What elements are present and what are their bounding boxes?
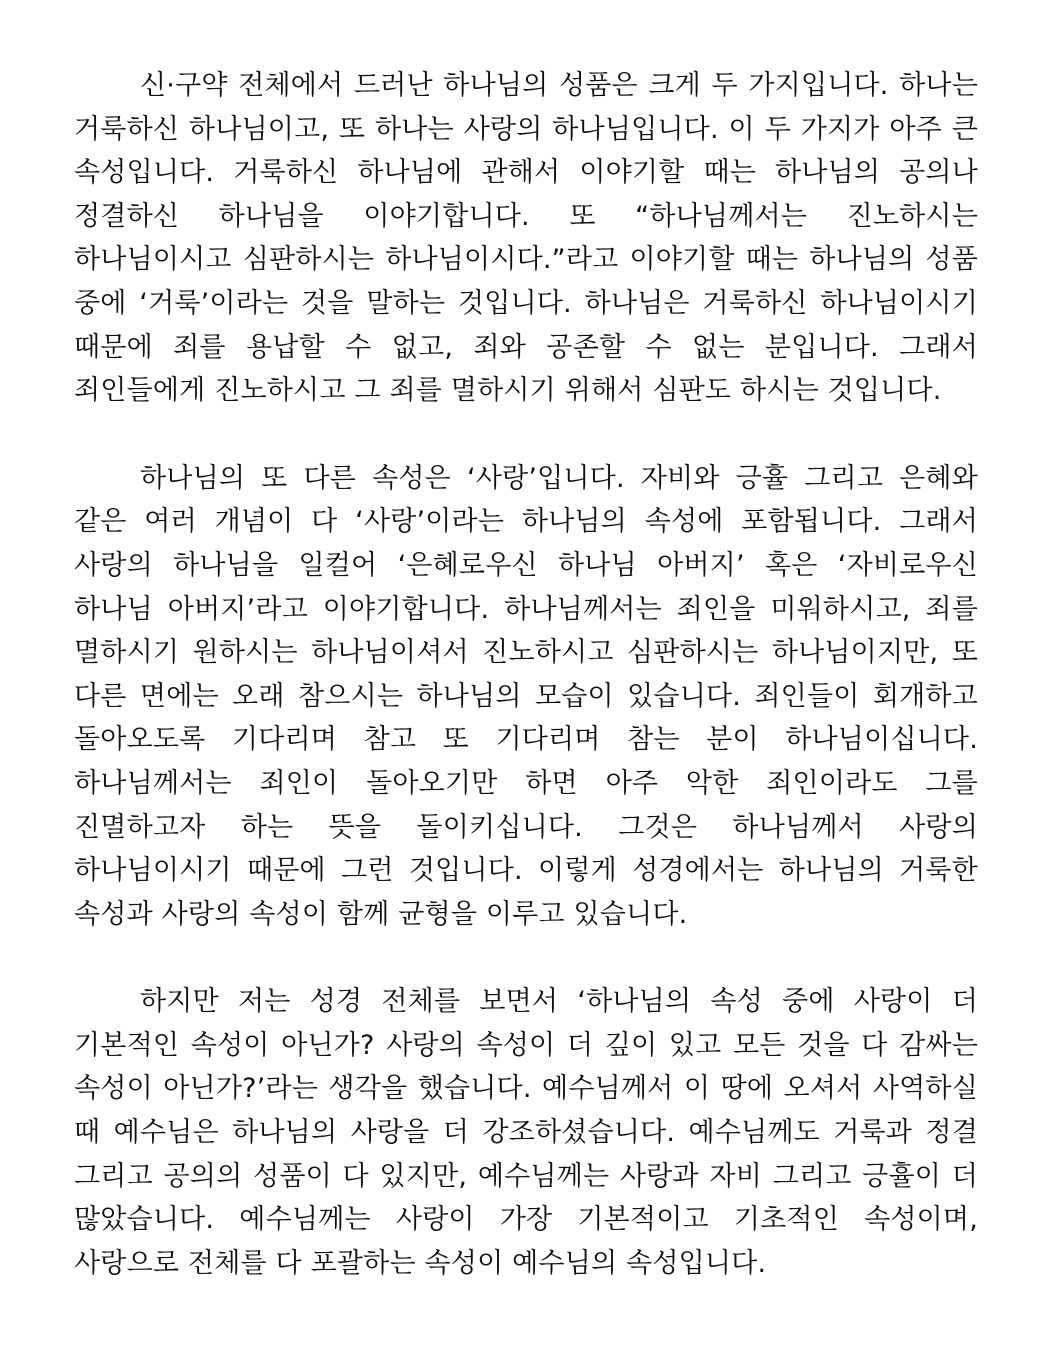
paragraph-love: 하나님의 또 다른 속성은 ‘사랑’입니다. 자비와 긍휼 그리고 은혜와 같은 여러 개념이 다 ‘사랑’이라는 하나님의 속성에 포함됩니다. 그래서 사랑의 하나님을 일컬어 ‘은혜로우신 하나님 아버지’ 혹은 ‘자비로우신 하나님 아버지’라고 이야기합니다. 하나님께서는 죄인을 미워하시고, 죄를 멸하시기 원하시는 하나님이셔서 진노하시고 심판하시는 하나님이지만, 또 다른 면에는 오래 참으시는 하나님의 모습이 있습니다. 죄인들이 회개하고 돌아오도록 기다리며 참고 또 기다리며 참는 분이 하나님이십니다. 하나님께서는 죄인이 돌아오기만 하면 아주 악한 죄인이라도 그를 진멸하고자 하는 뜻을 돌이키십니다. 그것은 하나님께서 사랑의 하나님이시기 때문에 그런 것입니다. 이렇게 성경에서는 하나님의 거룩한 속성과 사랑의 속성이 함께 균형을 이루고 있습니다. <box>74 462 978 930</box>
paragraph-holiness: 신·구약 전체에서 드러난 하나님의 성품은 크게 두 가지입니다. 하나는 거룩하신 하나님이고, 또 하나는 사랑의 하나님입니다. 이 두 가지가 아주 큰 속성입니다. 거룩하신 하나님에 관해서 이야기할 때는 하나님의 공의나 정결하신 하나님을 이야기합니다. 또 “하나님께서는 진노하시는 하나님이시고 심판하시는 하나님이시다.”라고 이야기할 때는 하나님의 성품 중에 ‘거룩’이라는 것을 말하는 것입니다. 하나님은 거룩하신 하나님이시기 때문에 죄를 용납할 수 없고, 죄와 공존할 수 없는 분입니다. 그래서 죄인들에게 진노하시고 그 죄를 멸하시기 위해서 심판도 하시는 것입니다. <box>74 70 978 407</box>
paragraph-love-fundamental: 하지만 저는 성경 전체를 보면서 ‘하나님의 속성 중에 사랑이 더 기본적인 속성이 아닌가? 사랑의 속성이 더 깊이 있고 모든 것을 다 감싸는 속성이 아닌가?’라는 생각을 했습니다. 예수님께서 이 땅에 오셔서 사역하실 때 예수님은 하나님의 사랑을 더 강조하셨습니다. 예수님께도 거룩과 정결 그리고 공의의 성품이 다 있지만, 예수님께는 사랑과 자비 그리고 긍휼이 더 많았습니다. 예수님께는 사랑이 가장 기본적이고 기초적인 속성이며, 사랑으로 전체를 다 포괄하는 속성이 예수님의 속성입니다. <box>74 986 978 1279</box>
document-page <box>74 64 978 1285</box>
